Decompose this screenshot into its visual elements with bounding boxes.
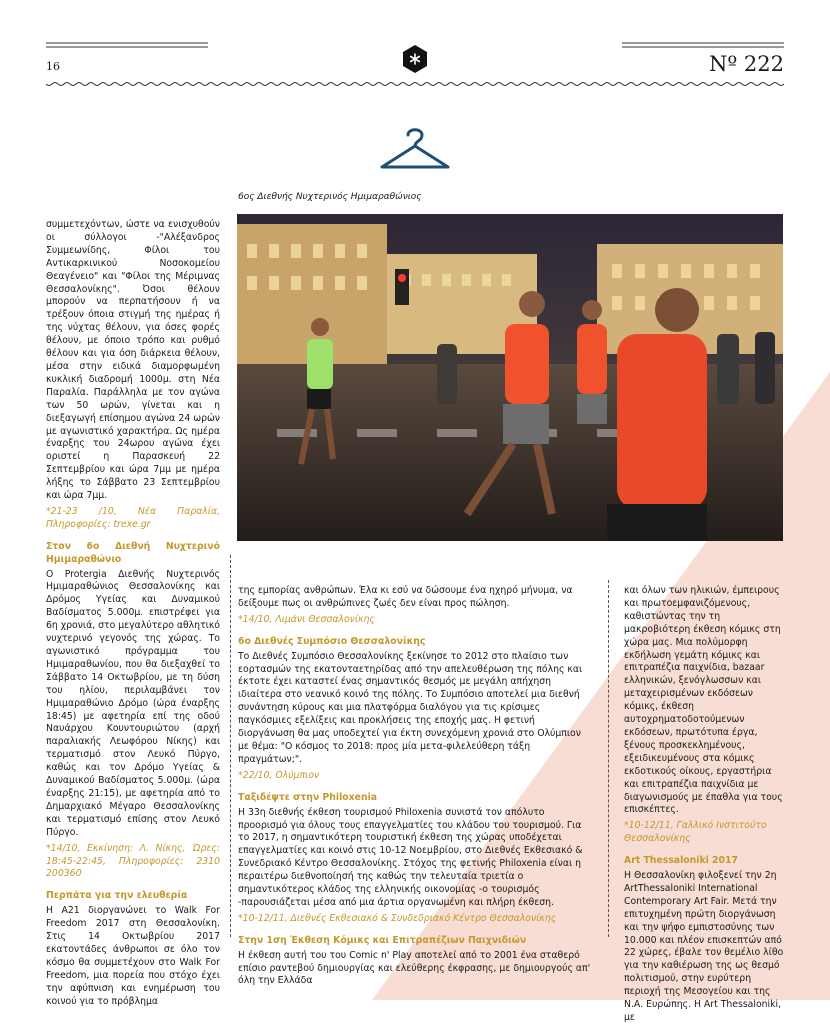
continued-note: *14/10, Λιμάνι Θεσσαλονίκης — [238, 613, 375, 625]
section-body-art-thessaloniki: Η Θεσσαλονίκη φιλοξενεί την 2η ArtThessaloniki International Contemporary Art Fair. Μετά την επιτυχημένη πρώτη διοργάνωση και την ψήφο εμπιστοσύνης των 10.000 και πλέον επισκεπτών από 22 χώρες, έβαλε τον θεμέλιο λίθο για την καθιέρωση της ως θεσμό πολιτισμού, στην ευρύτερη περιοχή της Μεσογείου και της Ν.Α. Ευρώπης. Η Art Thessaloniki, με — [624, 870, 784, 1023]
section-body-symposium: Το Διεθνές Συμπόσιο Θεσσαλονίκης ξεκίνησε το 2012 στο πλαίσιο των εορτασμών της εκατονταετηρίδας από την απελευθέρωση της πόλης και έκτοτε έχει καταστεί ένας σημαντικός θεσμός με μεγάλη απήχηση ιδιαίτερα στο νεανικό κοινό της πόλης. Το Συμπόσιο αποτελεί μια διεθνή συνάντηση κύρους και μια πλατφόρμα διαλόγου για τις κρίσιμες παγκόσμιες εξελίξεις και προκλήσεις της εποχής μας. Η φετινή διοργάνωση θα μας υποδεχτεί για έκτη συνεχόμενη χρονιά στο Ολύμπιον με θέμα: "Ο κόσμος το 2018: προς μία μετα-φιλελεύθερη τάξη πραγμάτων;". — [238, 650, 583, 765]
column-middle — [238, 585, 594, 991]
section-heading-half-marathon: Στον 6ο Διεθνή Νυχτερινό Ημιμαραθώνιο — [46, 540, 220, 565]
section-heading-philoxenia: Ταξιδέψτε στην Philoxenia — [238, 791, 378, 803]
star-emblem-icon — [402, 44, 428, 74]
column-divider — [608, 580, 609, 937]
intro-note: *21-23 /10, Νέα Παραλία, Πληροφορίες: trexe.gr — [46, 505, 220, 530]
section-body-walk-for-freedom: Η Α21 διοργανώνει το Walk For Freedom 2017 στη Θεσσαλονίκη. Στις 14 Οκτωβρίου 2017 εκατοντάδες άνθρωποι σε όλο τον κόσμο θα συμμετέχουν στο Walk For Freedom, μια πορεία που στόχο έχει την αφύπνιση και ενημέρωση του κοινού για το πρόβλημα — [46, 905, 220, 1007]
photo-caption: 6ος Διεθνής Νυχτερινός Ημιμαραθώνιος — [238, 192, 422, 202]
section-heading-art-thessaloniki: Art Thessaloniki 2017 — [624, 855, 738, 867]
column-left — [46, 219, 220, 1011]
issue-number: Nº 222 — [708, 52, 784, 76]
continued-comics-text: και όλων των ηλικιών, έμπειρους και πρωτοεμφανιζόμενους, καθιστώντας την τη μακροβιότερη έκθεση κόμικς στη χώρα μας. Μια πολύμορφη εκδήλωση γεμάτη κόμικς και επιτραπέζια παιχνίδια, bazaar ελληνικών, ξενόγλωσσων και μεταχειρισμένων εκδόσεων κόμικς, έκθεση αυτοχρηματοδοτούμενων εκδόσεων, πρωτότυπα έργα, ξένους προσκεκλημένους, εξειδικευμένους στα κόμικς εκδοτικούς οίκους, εργαστήρια και επιτραπέζια παιχνίδια με διαγωνισμούς με έπαθλα για τους επισκέπτες. — [624, 585, 783, 816]
intro-text: συμμετεχόντων, ώστε να ενισχυθούν οι σύλλογοι -"Αλέξανδρος Συμμεωνίδης, Φίλοι του Αντικαρκινικού Νοσοκομείου Θεαγένειο" και "Φίλοι της Μέριμνας Θεσσαλονίκης". Όσοι θέλουν μπορούν να περπατήσουν ή να τρέξουν όποια στιγμή της ημέρας ή της νύχτας θέλουν, για όσες φορές θέλουν, με όποιο τρόπο και ρυθμό θέλουν και για όση διάρκεια θέλουν, μέσα στην ειδικά διαμορφωμένη κυκλική διαδρομή 1000μ. στη Νέα Παραλία. Παράλληλα με τον αγώνα των 50 ωρών, γίνεται και η διεξαγωγή επίσημου αγώνα 24 ωρών με αγωνιστικό χαρακτήρα. Ως ημέρα έναρξης του 24ωρου αγώνα έχει οριστεί η Παρασκευή 22 Σεπτεμβρίου και ώρα 7μμ με ημέρα λήξης το Σάββατο 23 Σεπτεμβρίου και ώρα 7μμ. — [46, 219, 220, 502]
section-body-comics: Η έκθεση αυτή του του Comic n' Play αποτελεί από το 2001 ένα σταθερό επίσιο ραντεβού δημιουργίας και ελεύθερης έκφρασης, με δημιουργούς απ' όλη την Ελλάδα — [238, 949, 591, 987]
section-heading-symposium: 6ο Διεθνές Συμπόσιο Θεσσαλονίκης — [238, 635, 426, 647]
column-divider — [230, 555, 231, 937]
continued-comics-note: *10-12/11, Γαλλικό Ινστιτούτο Θεσσαλονίκης — [624, 820, 767, 845]
hanger-icon — [378, 125, 452, 175]
continued-text: της εμπορίας ανθρώπων. Έλα κι εσύ να δώσουμε ένα ηχηρό μήνυμα, να δείξουμε πως οι ανθρώπινες ζωές δεν είναι προς πώληση. — [238, 585, 573, 609]
section-body-philoxenia: Η 33η διεθνής έκθεση τουρισμού Philoxenia συνιστά τον απόλυτο προορισμό για όλους τους επαγγελματίες του κλάδου του τουρισμού. Για το 2017, η σημαντικότερη τουριστική έκθεση της χώρας υποδέχεται επαγγελματίες και κοινό στις 10-12 Νοεμβρίου, στο Διεθνές Εκθεσιακό & Συνεδριακό Κέντρο Θεσσαλονίκης. Στόχος της φετινής Philoxenia είναι η περαιτέρω διεθνοποίησή της καθώς την τελευταία τριετία ο σημαντικότερος κλάδος της ελληνικής οικονομίας -ο τουρισμός -παρουσιάζεται μέσα από μια άρτια οργανωμένη και πλήρη έκθεση. — [238, 806, 583, 908]
section-body-half-marathon: Ο Protergia Διεθνής Νυχτερινός Ημιμαραθώνιος Θεσσαλονίκης και Δρόμος Υγείας και Δυναμικού Βαδίσματος 5.000μ. επιστρέφει για 6η χρονιά, στο μεγαλύτερο αθλητικό νυχτερινό γεγονός της χώρας. Το αγωνιστικό πρόγραμμα του Ημιμαραθωνίου, που θα διεξαχθεί το Σάββατο 14 Οκτωβρίου, με τη δύση του ηλίου, περιλαμβάνει τον Ημιμαραθώνιο Δρόμο (ώρα έναρξης 18:45) με αφετηρία επί της οδού Ναυάρχου Κουντουριώτου (αρχή παραλιακής Λεωφόρου Νίκης) και τερματισμό στον Λευκό Πύργο, καθώς και τον Δρόμο Υγείας & Δυναμικού Βαδίσματος 5.000μ. (ώρα έναρξης 21:15), με αφετηρία από το Δημαρχιακό Μέγαρο Θεσσαλονίκης και τερματισμό επίσης στον Λευκό Πύργο. — [46, 568, 220, 838]
section-note-half-marathon: *14/10, Εκκίνηση: Λ. Νίκης, Ώρες: 18:45-22:45, Πληροφορίες: 2310 200360 — [46, 842, 220, 880]
column-right — [624, 585, 784, 1028]
section-heading-walk-for-freedom: Περπάτα για την ελευθερία — [46, 890, 188, 902]
night-marathon-runners-photo — [237, 214, 783, 541]
section-heading-comics: Στην 1ση Έκθεση Κόμικς και Επιτραπέζιων Παιχνιδιών — [238, 934, 527, 946]
page-number: 16 — [46, 60, 60, 73]
section-note-philoxenia: *10-12/11, Διεθνές Εκθεσιακό & Συνδεδριακό Κέντρο Θεσσαλονίκης — [238, 912, 557, 924]
section-note-symposium: *22/10, Ολύμπιον — [238, 769, 320, 781]
